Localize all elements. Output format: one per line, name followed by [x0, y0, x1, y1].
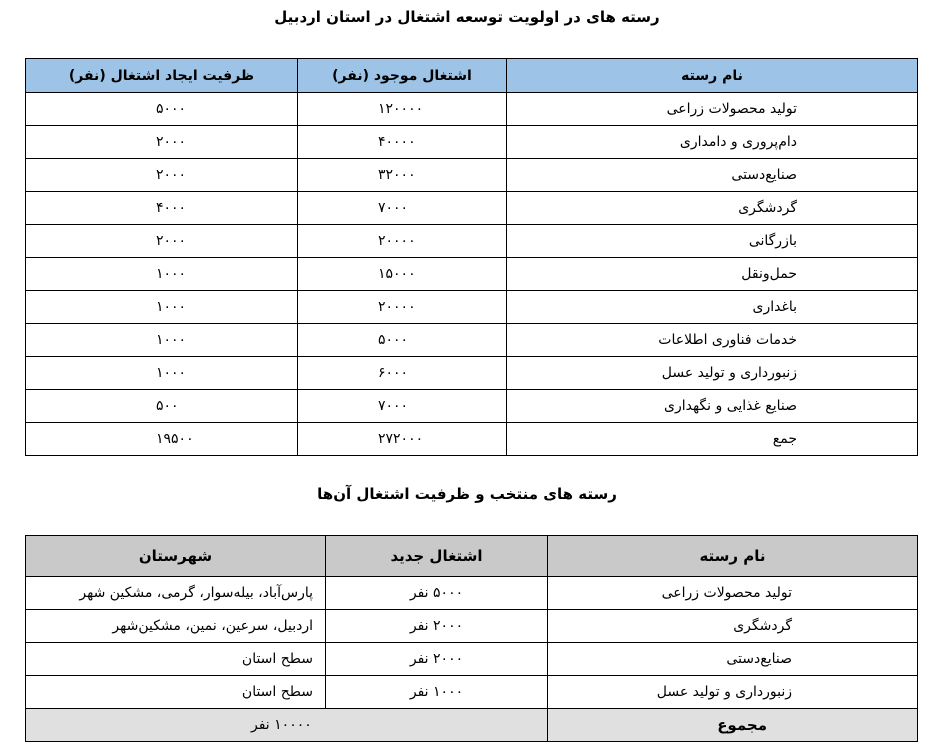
sector-name: بازرگانی: [507, 225, 918, 258]
table-row: [26, 676, 918, 709]
existing-employment: ۶۰۰۰: [298, 357, 507, 390]
table-row: [26, 258, 918, 291]
existing-employment: ۳۲۰۰۰: [298, 159, 507, 192]
county: سطح استان: [26, 643, 326, 676]
sector-name: باغداری: [507, 291, 918, 324]
sector-name: گردشگری: [548, 610, 918, 643]
existing-employment: ۱۲۰۰۰۰: [298, 93, 507, 126]
new-jobs: ۲۰۰۰ نفر: [326, 643, 548, 676]
table-row: [26, 324, 918, 357]
sector-name: حمل‌ونقل: [507, 258, 918, 291]
total-label: جمع: [507, 423, 918, 456]
table-row: [26, 577, 918, 610]
table-row: [26, 610, 918, 643]
existing-employment: ۵۰۰۰: [298, 324, 507, 357]
job-capacity: ۵۰۰۰: [26, 93, 298, 126]
total-label: مجموع: [548, 709, 918, 742]
job-capacity: ۱۰۰۰: [26, 258, 298, 291]
employment-priority-table: [25, 58, 918, 456]
sector-name: زنبورداری و تولید عسل: [548, 676, 918, 709]
table-row: [26, 390, 918, 423]
sector-name: خدمات فناوری اطلاعات: [507, 324, 918, 357]
table-row: [26, 126, 918, 159]
county: پارس‌آباد، بیله‌سوار، گرمی، مشکین شهر: [26, 577, 326, 610]
sector-name: صنایع‌دستی: [548, 643, 918, 676]
header-sector-name: نام رسته: [507, 59, 918, 93]
table-row: [26, 643, 918, 676]
table-row: [26, 357, 918, 390]
table-total-row: [26, 709, 918, 742]
table2-title: رسته های منتخب و ظرفیت اشتغال آن‌ها: [317, 485, 617, 503]
new-jobs: ۲۰۰۰ نفر: [326, 610, 548, 643]
new-jobs: ۵۰۰۰ نفر: [326, 577, 548, 610]
job-capacity: ۱۰۰۰: [26, 291, 298, 324]
table-header-row: [26, 59, 918, 93]
job-capacity: ۱۰۰۰: [26, 324, 298, 357]
table-row: [26, 225, 918, 258]
table-header-row: [26, 536, 918, 577]
sector-name: گردشگری: [507, 192, 918, 225]
job-capacity: ۲۰۰۰: [26, 225, 298, 258]
job-capacity: ۴۰۰۰: [26, 192, 298, 225]
sector-name: صنایع‌دستی: [507, 159, 918, 192]
job-capacity: ۲۰۰۰: [26, 126, 298, 159]
table-row: [26, 291, 918, 324]
header-sector-name: نام رسته: [548, 536, 918, 577]
sector-name: زنبورداری و تولید عسل: [507, 357, 918, 390]
selected-sectors-table: [25, 535, 918, 742]
new-jobs: ۱۰۰۰ نفر: [326, 676, 548, 709]
job-capacity: ۲۰۰۰: [26, 159, 298, 192]
header-existing-employment: اشتغال موجود (نفر): [298, 59, 507, 93]
sector-name: تولید محصولات زراعی: [548, 577, 918, 610]
sector-name: صنایع غذایی و نگهداری: [507, 390, 918, 423]
header-county: شهرستان: [26, 536, 326, 577]
existing-employment: ۲۰۰۰۰: [298, 225, 507, 258]
table-row: [26, 192, 918, 225]
sector-name: دام‌پروری و دامداری: [507, 126, 918, 159]
job-capacity: ۱۰۰۰: [26, 357, 298, 390]
table-total-row: [26, 423, 918, 456]
existing-employment: ۱۵۰۰۰: [298, 258, 507, 291]
table-row: [26, 159, 918, 192]
header-job-capacity: ظرفیت ایجاد اشتغال (نفر): [26, 59, 298, 93]
county: سطح استان: [26, 676, 326, 709]
header-new-jobs: اشتغال جدید: [326, 536, 548, 577]
total-value: ۱۰۰۰۰ نفر: [26, 709, 548, 742]
table-row: [26, 93, 918, 126]
table1-title: رسته های در اولویت توسعه اشتغال در استان اردبیل: [274, 8, 660, 26]
existing-employment: ۲۰۰۰۰: [298, 291, 507, 324]
existing-employment: ۷۰۰۰: [298, 390, 507, 423]
existing-employment: ۴۰۰۰۰: [298, 126, 507, 159]
sector-name: تولید محصولات زراعی: [507, 93, 918, 126]
existing-employment: ۷۰۰۰: [298, 192, 507, 225]
total-employment: ۲۷۲۰۰۰: [298, 423, 507, 456]
total-capacity: ۱۹۵۰۰: [26, 423, 298, 456]
county: اردبیل، سرعین، نمین، مشکین‌شهر: [26, 610, 326, 643]
job-capacity: ۵۰۰: [26, 390, 298, 423]
